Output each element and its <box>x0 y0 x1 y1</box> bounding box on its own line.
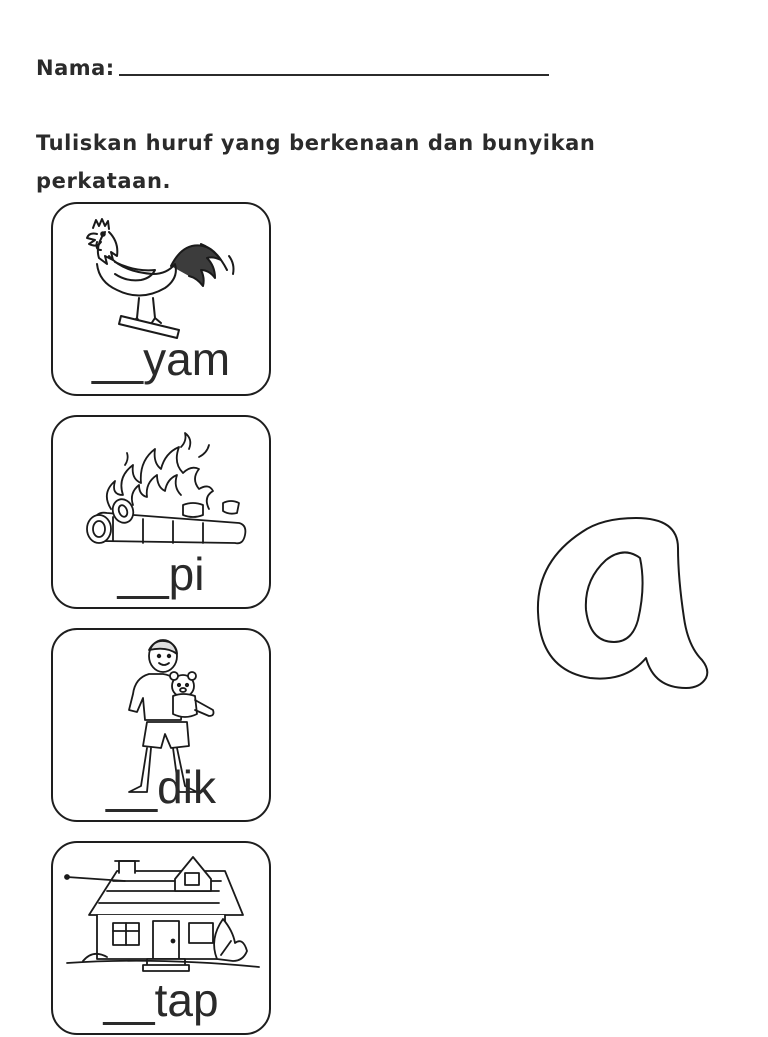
word-label-4: __tap <box>103 974 219 1026</box>
instruction-text: Tuliskan huruf yang berkenaan dan bunyikan perkataan. <box>36 131 596 193</box>
name-blank-line <box>119 73 549 76</box>
outlined-letter-a <box>530 508 720 698</box>
word-label-3: __dik <box>106 761 216 813</box>
picture-card-1 <box>51 202 271 396</box>
word-label-1: __yam <box>91 333 231 385</box>
word-label-2: __pi <box>117 548 205 600</box>
name-label: Nama: <box>36 56 115 80</box>
picture-card-2 <box>51 415 271 609</box>
picture-card-3 <box>51 628 271 822</box>
picture-card-4 <box>51 841 271 1035</box>
name-row <box>36 56 549 80</box>
